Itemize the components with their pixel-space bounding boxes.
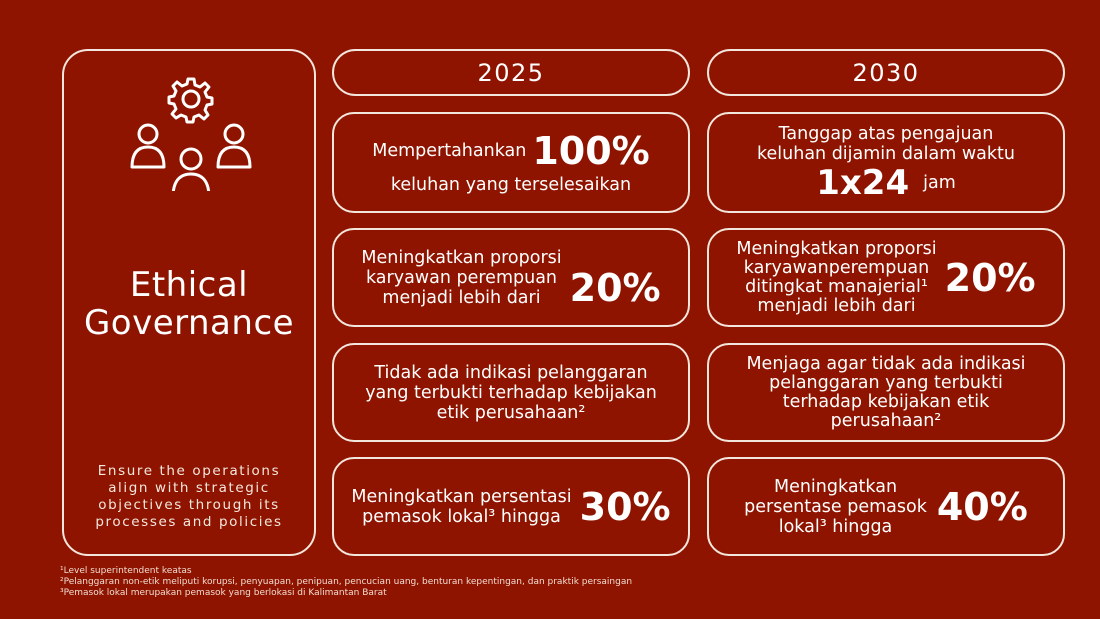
target-text: Meningkatkan proporsi karyawanperempuan ditingkat manajerial¹ menjadi lebih dari [736, 238, 937, 316]
target-2030-ethics [707, 343, 1065, 442]
target-2030-female-managers [707, 228, 1065, 327]
target-text: Meningkatkan persentasi pemasok lokal³ hingga [351, 486, 572, 527]
target-text: Mempertahankan [372, 140, 527, 161]
year-header-2025: 2025 [332, 49, 690, 96]
target-value: 1x24 [816, 162, 910, 203]
target-value: 20% [944, 255, 1036, 300]
year-header-2030: 2030 [707, 49, 1065, 96]
target-text: Tidak ada indikasi pelanggaran yang terbukti terhadap kebijakan etik perusahaan² [365, 362, 657, 423]
target-2025-complaints [332, 112, 690, 213]
panel-title: Ethical Governance [83, 265, 295, 343]
footnote-1: ¹Level superintendent keatas [60, 566, 192, 576]
target-unit: jam [923, 172, 956, 193]
target-2030-complaint-response [707, 112, 1065, 213]
target-2030-local-suppliers [707, 457, 1065, 556]
target-text: Menjaga agar tidak ada indikasi pelanggaran yang terbukti terhadap kebijakan etik perusahaan² [746, 353, 1026, 431]
target-value: 40% [936, 484, 1028, 529]
footnote-2: ²Pelanggaran non-etik meliputi korupsi, penyuapan, penipuan, pencucian uang, benturan kepentingan, dan praktik persaingan [60, 577, 633, 587]
target-text: Tanggap atas pengajuan keluhan dijamin dalam waktu [757, 123, 1015, 164]
footnotes [60, 566, 960, 599]
target-2025-local-suppliers [332, 457, 690, 556]
target-2025-ethics [332, 343, 690, 442]
target-text: Meningkatkan proporsi karyawan perempuan menjadi lebih dari [361, 247, 562, 308]
team-gear-icon [126, 71, 256, 191]
target-value: 30% [579, 484, 671, 529]
footnote-3: ³Pemasok lokal merupakan pemasok yang berlokasi di Kalimantan Barat [60, 588, 387, 598]
target-text: Meningkatkan persentase pemasok lokal³ hingga [744, 476, 927, 537]
target-text: keluhan yang terselesaikan [390, 174, 632, 195]
target-2025-female-employees [332, 228, 690, 327]
target-value: 100% [532, 128, 650, 173]
target-value: 20% [569, 265, 661, 310]
ethical-governance-panel [62, 49, 316, 556]
panel-subtitle: Ensure the operations align with strategic objectives through its processes and policies [95, 463, 283, 530]
